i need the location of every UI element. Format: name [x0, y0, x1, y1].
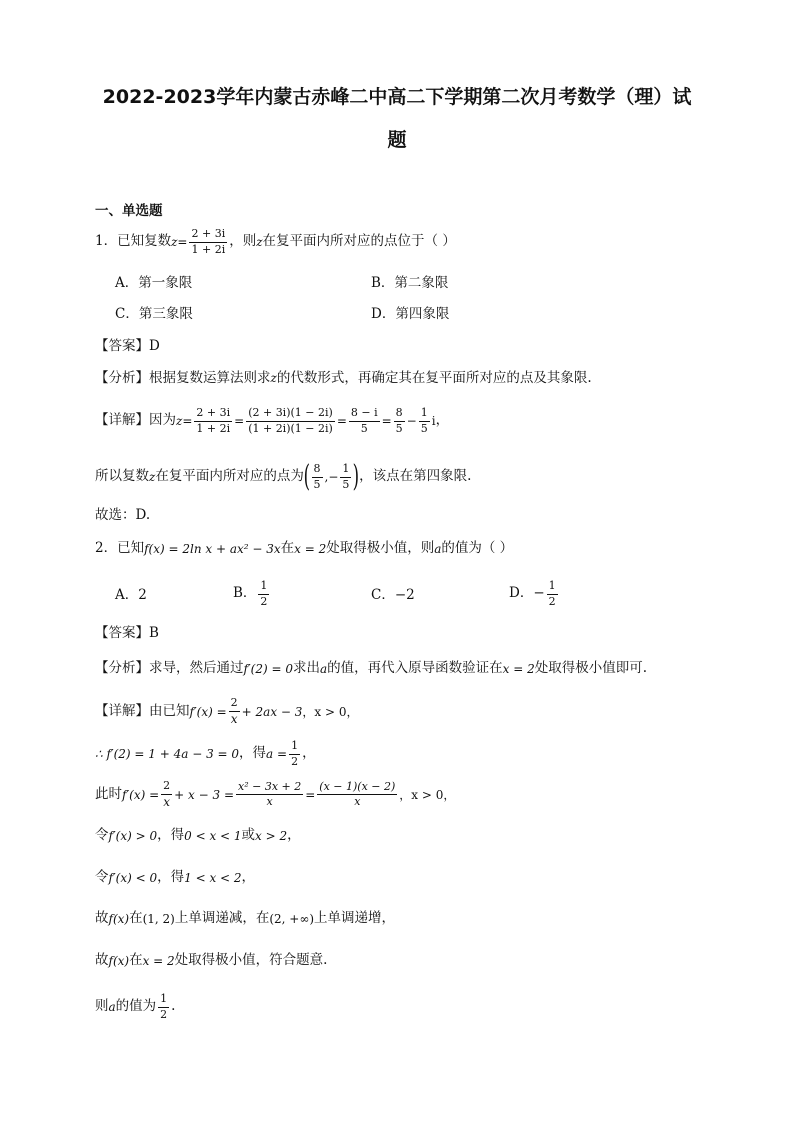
q1-detail-end: ， — [435, 412, 450, 429]
q1-var-z: z — [171, 235, 178, 250]
q1-detail-i: i — [431, 414, 436, 429]
q2-l6-c: 上单调递增， — [314, 910, 396, 926]
detail-tag: 【详解】 — [95, 702, 149, 719]
q1-eq: = — [177, 235, 188, 250]
q1-answer-line — [95, 340, 160, 354]
q1-answer: D — [149, 338, 160, 354]
q1-detail-eq3: = — [336, 414, 347, 429]
q2-analysis-cond: x = 2 — [502, 661, 535, 676]
q2-l3-domain: ，x > 0， — [399, 787, 456, 802]
q1-point-x — [312, 463, 323, 491]
q2-detail-pre: 由已知 — [149, 702, 190, 719]
q2-l7-b: 处取得极小值，符合题意. — [174, 952, 328, 968]
q2-option-b-label: B． — [233, 585, 257, 602]
q2-line7 — [95, 954, 327, 968]
q1-detail-frac2 — [246, 407, 335, 435]
q1-detail-frac1 — [194, 407, 232, 435]
q2-answer: B — [149, 625, 159, 641]
q1-option-b: B．第二象限 — [371, 275, 449, 291]
q1-option-c: C．第三象限 — [115, 306, 193, 322]
frac-den: 5 — [360, 421, 368, 435]
frac-num: 1 — [547, 580, 558, 595]
q1-fraction — [189, 228, 227, 256]
q1-point-comma: ,− — [324, 470, 339, 484]
q1-analysis-post: 的代数形式，再确定其在复平面所对应的点及其象限. — [276, 370, 592, 386]
q2-var-a: a — [434, 541, 442, 556]
q2-option-c: C．−2 — [371, 587, 415, 603]
frac-den: (1 + 2i)(1 − 2i) — [248, 421, 333, 435]
q2-l7-a: 在 — [129, 952, 143, 968]
q1-point-line — [95, 459, 472, 494]
q2-detail-line — [95, 697, 359, 726]
q2-line6 — [95, 912, 395, 926]
q2-l8-frac — [158, 993, 169, 1021]
q2-l3-pre: 此时 — [95, 785, 122, 802]
q2-l2-end: ， — [302, 745, 316, 762]
q2-l5-range: 1 < x < 2 — [184, 870, 242, 885]
q2-line5 — [95, 871, 255, 885]
frac-num: 2 + 3i — [194, 407, 232, 422]
q1-detail-frac3 — [349, 407, 380, 435]
frac-den: 5 — [395, 421, 403, 435]
q2-line3 — [95, 780, 455, 809]
frac-num: 2 — [229, 697, 240, 712]
frac-num: 1 — [289, 740, 300, 755]
frac-den: x — [230, 711, 238, 726]
q2-analysis-mid2: 的值，再代入原导函数验证在 — [327, 660, 503, 676]
q2-l2-frac — [289, 740, 300, 768]
q2-detail-frac — [229, 697, 240, 726]
q1-stem — [95, 228, 456, 256]
q2-l4-ineq: f′(x) > 0 — [108, 828, 158, 843]
q2-stem-mid: 在 — [280, 540, 295, 556]
q2-option-d — [509, 580, 560, 608]
answer-tag: 【答案】 — [95, 338, 149, 354]
q2-l8-pre: 则 — [95, 998, 109, 1015]
q2-line4 — [95, 829, 301, 843]
q1-detail-eq1: = — [182, 414, 193, 429]
q2-analysis-mid: 求出 — [292, 660, 320, 676]
q1-analysis-pre: 根据复数运算法则求 — [149, 370, 271, 386]
q2-l6-interval2: (2, +∞) — [269, 911, 315, 926]
q2-stem-post: 处取得极小值，则 — [326, 540, 435, 556]
frac-den: 5 — [420, 421, 428, 435]
frac-num: 1 — [258, 580, 269, 595]
q2-l3-rest: + x − 3 = — [174, 787, 234, 802]
q2-l4-range2: x > 2 — [255, 828, 288, 843]
q1-stem-pre: 1．已知复数 — [95, 233, 172, 250]
frac-den: 1 + 2i — [196, 421, 231, 435]
q1-detail-z: z — [176, 414, 183, 429]
q2-l2-mid: ，得 — [239, 745, 267, 762]
q1-frac-num: 2 + 3i — [189, 228, 227, 243]
frac-den: x — [163, 794, 171, 809]
q1-conclusion: 故选：D. — [95, 507, 151, 523]
q2-l3-frac3 — [317, 781, 397, 809]
q2-analysis-eq: f′(2) = 0 — [243, 661, 293, 676]
q2-l2-eq: ∴ f′(2) = 1 + 4a − 3 = 0 — [95, 747, 240, 762]
doc-title-line1: 2022-2023学年内蒙古赤峰二中高二下学期第二次月考数学（理）试 — [102, 86, 692, 108]
q2-l5-pre: 令 — [95, 869, 109, 885]
q2-l6-pre: 故 — [95, 910, 109, 926]
q1-detail-line — [95, 407, 449, 435]
q2-analysis-post: 处取得极小值即可. — [534, 660, 648, 676]
q1-detail-eq2: = — [234, 414, 245, 429]
frac-num: (x − 1)(x − 2) — [317, 781, 397, 796]
q2-l7-pre: 故 — [95, 952, 109, 968]
frac-num: 8 − i — [349, 407, 380, 422]
q1-detail-frac4 — [394, 407, 405, 435]
left-paren: ( — [303, 459, 310, 494]
frac-num: (2 + 3i)(1 − 2i) — [246, 407, 335, 422]
q2-l4-or: 或 — [241, 827, 256, 843]
q1-analysis-z: z — [270, 371, 277, 385]
q1-option-a: A．第一象限 — [115, 275, 193, 291]
q2-l5-end: ， — [241, 869, 256, 885]
q1-detail-eq4: = — [381, 414, 392, 429]
q1-analysis-line — [95, 372, 592, 386]
frac-den: 2 — [548, 594, 556, 608]
q2-l6-b: 上单调递减，在 — [174, 910, 270, 926]
q1-point-pre: 所以复数 — [95, 468, 149, 485]
q2-detail-domain: ，x > 0， — [302, 704, 359, 719]
q1-detail-minus: − — [406, 414, 417, 429]
q2-l6-interval1: (1, 2) — [142, 911, 175, 926]
q1-detail-frac5 — [419, 407, 430, 435]
q2-line2 — [95, 740, 316, 768]
q1-detail-pre: 因为 — [149, 412, 176, 429]
q2-l4-range1: 0 < x < 1 — [184, 828, 242, 843]
q2-l7-cond: x = 2 — [142, 953, 175, 968]
q2-option-b — [233, 580, 271, 608]
q1-frac-den: 1 + 2i — [191, 242, 226, 256]
doc-title-line2: 题 — [387, 129, 407, 151]
q2-detail-fprime: f′(x) = — [189, 704, 227, 719]
q2-option-b-frac — [258, 580, 269, 608]
q1-option-d: D．第四象限 — [371, 306, 450, 322]
q1-stem-post1: ，则 — [229, 233, 257, 250]
frac-den: 2 — [291, 754, 299, 768]
q2-l8-mid: 的值为 — [115, 998, 157, 1015]
analysis-tag: 【分析】 — [95, 660, 149, 676]
frac-num: 1 — [419, 407, 430, 422]
frac-num: 1 — [158, 993, 169, 1008]
q2-l6-a: 在 — [129, 910, 143, 926]
q2-l4-end: ， — [287, 827, 301, 843]
q1-var-z2: z — [256, 235, 263, 250]
q2-stem-end: 的值为（ ） — [441, 540, 514, 556]
q2-l7-f: f(x) — [108, 953, 130, 968]
section-heading: 一、单选题 — [95, 203, 163, 219]
answer-tag: 【答案】 — [95, 625, 149, 641]
q2-l8-a: a — [108, 1000, 116, 1015]
frac-den: x — [266, 795, 273, 809]
q2-l4-pre: 令 — [95, 827, 109, 843]
frac-den: 5 — [313, 477, 321, 491]
q1-point-mid: 在复平面内所对应的点为 — [155, 468, 304, 485]
frac-den: 2 — [260, 594, 268, 608]
q2-l3-frac1 — [161, 780, 172, 809]
q2-l3-fprime: f′(x) = — [122, 787, 160, 802]
q2-l3-eq: = — [305, 787, 316, 802]
q2-l5-ineq: f′(x) < 0 — [108, 870, 158, 885]
frac-num: 2 — [161, 780, 172, 795]
frac-den: 2 — [160, 1007, 168, 1021]
q1-stem-post2: 在复平面内所对应的点位于（ ） — [262, 233, 456, 250]
q2-stem — [95, 542, 513, 556]
q1-point-y — [340, 463, 351, 491]
q2-l4-mid: ，得 — [157, 827, 185, 843]
q2-analysis-a: a — [319, 661, 328, 676]
frac-num: 8 — [312, 463, 323, 478]
q2-l3-frac2 — [236, 781, 303, 809]
q2-line8 — [95, 993, 175, 1021]
frac-den: 5 — [342, 477, 350, 491]
q2-analysis-pre: 求导，然后通过 — [149, 660, 244, 676]
q2-analysis-line — [95, 662, 647, 676]
frac-num: 8 — [394, 407, 405, 422]
q2-option-a: A．2 — [115, 587, 147, 603]
frac-num: x² − 3x + 2 — [236, 781, 303, 796]
q2-detail-rest: + 2ax − 3 — [241, 704, 303, 719]
q2-stem-pre: 2．已知 — [95, 540, 145, 556]
q1-point-z: z — [149, 470, 156, 484]
q2-condition: x = 2 — [294, 541, 327, 556]
frac-den: x — [354, 795, 361, 809]
q2-option-d-frac — [547, 580, 558, 608]
analysis-tag: 【分析】 — [95, 370, 149, 386]
detail-tag: 【详解】 — [95, 412, 149, 429]
q2-l6-f: f(x) — [108, 911, 130, 926]
q2-answer-line — [95, 627, 159, 641]
q1-point-post: ，该点在第四象限. — [359, 468, 472, 485]
right-paren: ) — [353, 459, 360, 494]
q2-l2-a: a = — [266, 747, 288, 762]
q2-l5-mid: ，得 — [157, 869, 185, 885]
frac-num: 1 — [340, 463, 351, 478]
q2-option-d-label: D．− — [509, 585, 545, 602]
q2-l8-end: . — [171, 998, 176, 1015]
q2-function: f(x) = 2ln x + ax² − 3x — [144, 541, 281, 556]
